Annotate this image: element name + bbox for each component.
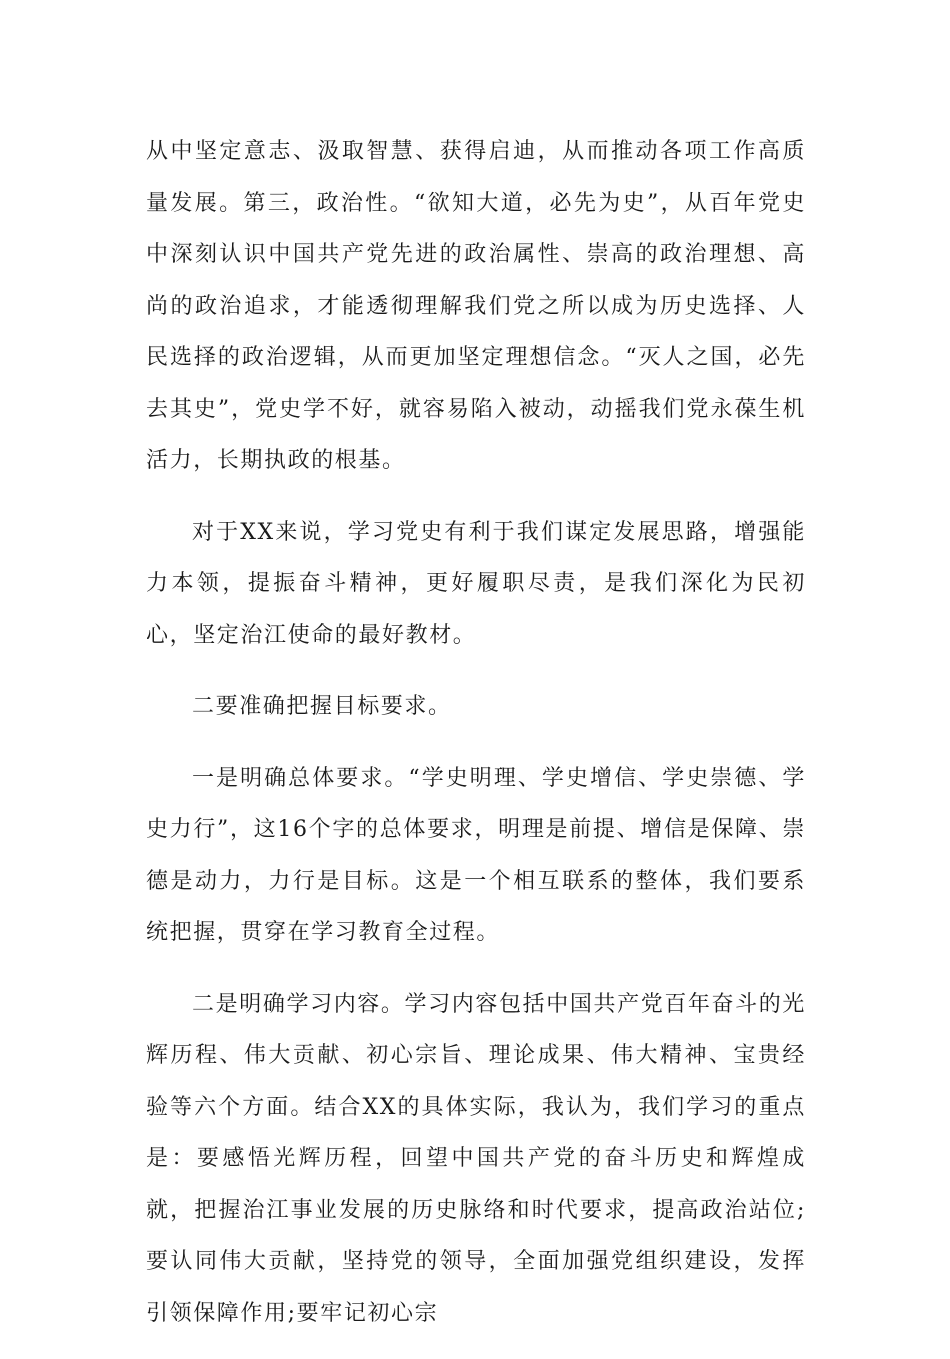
document-body	[146, 126, 806, 1359]
paragraph-learning-content: 二是明确学习内容。学习内容包括中国共产党百年奋斗的光辉历程、伟大贡献、初心宗旨、理论成果、伟大精神、宝贵经验等六个方面。结合XX的具体实际，我认为，我们学习的重点是：要感悟光辉历程，回望中国共产党的奋斗历史和辉煌成就，把握治江事业发展的历史脉络和时代要求，提高政治站位;要认同伟大贡献，坚持党的领导，全面加强党组织建设，发挥引领保障作用;要牢记初心宗	[146, 991, 806, 1326]
paragraph-overall-requirements: 一是明确总体要求。“学史明理、学史增信、学史崇德、学史力行”，这16个字的总体要求，明理是前提、增信是保障、崇德是动力，力行是目标。这是一个相互联系的整体，我们要系统把握，贯穿在学习教育全过程。	[146, 765, 806, 945]
paragraph-xx-party-history: 对于XX来说，学习党史有利于我们谋定发展思路，增强能力本领，提振奋斗精神，更好履职尽责，是我们深化为民初心，坚定治江使命的最好教材。	[146, 519, 806, 648]
section-heading-goals: 二要准确把握目标要求。	[192, 694, 452, 719]
paragraph-continuation: 从中坚定意志、汲取智慧、获得启迪，从而推动各项工作高质量发展。第三，政治性。“欲知大道，必先为史”，从百年党史中深刻认识中国共产党先进的政治属性、崇高的政治理想、高尚的政治追求，才能透彻理解我们党之所以成为历史选择、人民选择的政治逻辑，从而更加坚定理想信念。“灭人之国，必先去其史”，党史学不好，就容易陷入被动，动摇我们党永葆生机活力，长期执政的根基。	[146, 139, 806, 473]
